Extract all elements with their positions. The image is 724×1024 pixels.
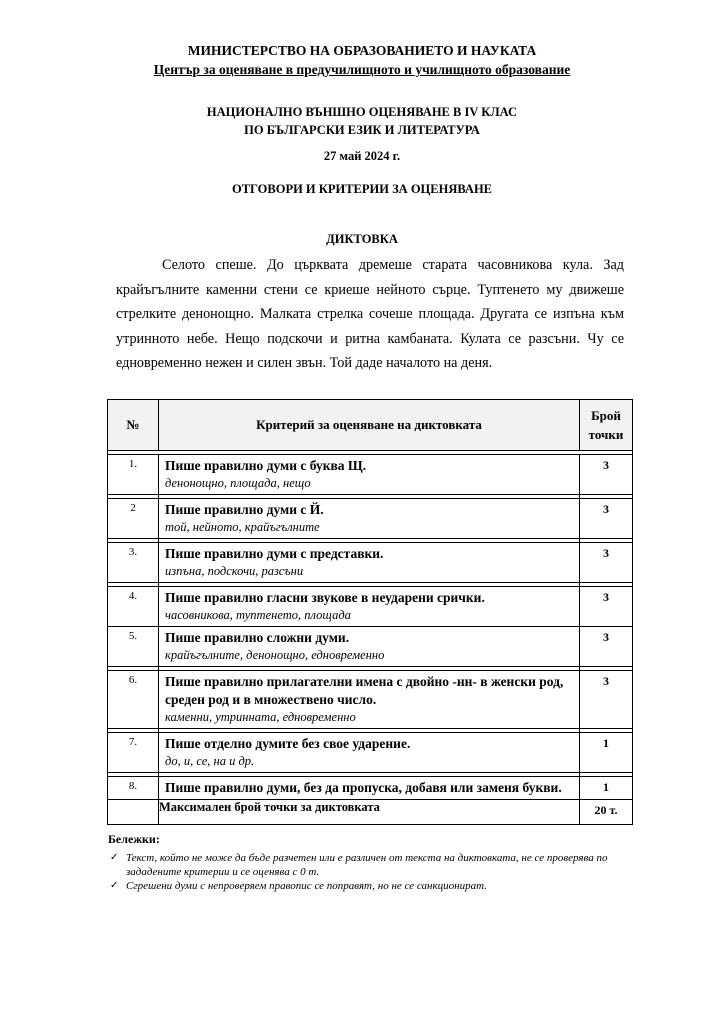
header-number: № xyxy=(108,400,159,451)
row-number: 1. xyxy=(108,455,159,495)
row-number: 5. xyxy=(108,627,159,667)
criterion-title: Пише правилно думи с буква Щ. xyxy=(165,458,367,473)
checkmark-icon: ✓ xyxy=(110,880,119,891)
row-criterion xyxy=(159,499,580,539)
criterion-examples: крайъгълните, денонощно, едновременно xyxy=(165,648,385,662)
criterion-title: Пише правилно думи с представки. xyxy=(165,546,384,561)
table-row xyxy=(108,627,633,667)
table-row xyxy=(108,733,633,773)
table-row xyxy=(108,455,633,495)
note-text: Текст, който не може да бъде разчетен или е различен от текста на диктовката, не се проверява по зададените критерии и се оценява с 0 т. xyxy=(126,852,608,878)
table-row xyxy=(108,499,633,539)
note-item xyxy=(108,851,628,879)
row-criterion xyxy=(159,671,580,729)
row-points: 3 xyxy=(580,499,633,539)
notes-list xyxy=(108,851,628,893)
note-item xyxy=(108,879,628,893)
table-header-row xyxy=(108,400,633,451)
row-number: 3. xyxy=(108,543,159,583)
checkmark-icon: ✓ xyxy=(110,852,119,863)
table-row xyxy=(108,777,633,800)
row-points: 3 xyxy=(580,671,633,729)
dictation-title: ДИКТОВКА xyxy=(326,232,398,246)
dictation-text: Селото спеше. До църквата дремеше старата часовникова кула. Зад крайъгълните каменни стени се криеше нейното сърце. Туптенето му движеше стрелките денонощно. Малката стрелка сочеше площада. Другата се изпъна към утринното небе. Нещо подскочи и ритна камбаната. Кулата се разсъни. Чу се едновременно нежен и силен звън. Той даде началото на деня. xyxy=(116,257,624,371)
row-criterion xyxy=(159,627,580,667)
table-row xyxy=(108,671,633,729)
section-title: ОТГОВОРИ И КРИТЕРИИ ЗА ОЦЕНЯВАНЕ xyxy=(231,182,493,196)
table-row xyxy=(108,543,633,583)
criterion-examples: часовникова, туптенето, площада xyxy=(165,608,351,622)
row-points: 3 xyxy=(580,543,633,583)
row-number: 4. xyxy=(108,587,159,627)
exam-title-line2: ПО БЪЛГАРСКИ ЕЗИК И ЛИТЕРАТУРА xyxy=(244,123,480,137)
criterion-examples: той, нейното, крайъгълните xyxy=(165,520,320,534)
note-text: Сгрешени думи с непроверяем правопис се поправят, но не се санкционират. xyxy=(126,880,487,892)
criterion-title: Пише правилно сложни думи. xyxy=(165,630,350,645)
row-number: 7. xyxy=(108,733,159,773)
criterion-title: Пише отделно думите без свое ударение. xyxy=(165,736,411,751)
criteria-table xyxy=(107,399,633,825)
row-points: 3 xyxy=(580,587,633,627)
row-criterion xyxy=(159,543,580,583)
row-number: 2 xyxy=(108,499,159,539)
criterion-examples: изпъна, подскочи, разсъни xyxy=(165,564,304,578)
assessment-center-title: Център за оценяване в предучилищното и училищното образование xyxy=(153,62,571,77)
table-row xyxy=(108,587,633,627)
row-points: 3 xyxy=(580,455,633,495)
criterion-examples: каменни, утринната, едновременно xyxy=(165,710,356,724)
criterion-examples: денонощно, площада, нещо xyxy=(165,476,311,490)
ministry-title: МИНИСТЕРСТВО НА ОБРАЗОВАНИЕТО И НАУКАТА xyxy=(187,43,537,58)
exam-title-line1: НАЦИОНАЛНО ВЪНШНО ОЦЕНЯВАНЕ В IV КЛАС xyxy=(206,105,518,119)
total-label: Максимален брой точки за диктовката xyxy=(159,800,580,825)
row-criterion xyxy=(159,777,580,800)
criterion-title: Пише правилно думи, без да пропуска, добавя или заменя букви. xyxy=(165,780,562,795)
row-criterion xyxy=(159,455,580,495)
row-criterion xyxy=(159,733,580,773)
row-points: 1 xyxy=(580,733,633,773)
header-criterion: Критерий за оценяване на диктовката xyxy=(159,400,580,451)
notes-title: Бележки: xyxy=(108,832,160,846)
row-number: 6. xyxy=(108,671,159,729)
row-criterion xyxy=(159,587,580,627)
row-points: 1 xyxy=(580,777,633,800)
header-points: Брой точки xyxy=(580,400,633,451)
row-number: 8. xyxy=(108,777,159,800)
criterion-title: Пише правилно гласни звукове в неударени срички. xyxy=(165,590,485,605)
criterion-examples: до, и, се, на и др. xyxy=(165,754,255,768)
criterion-title: Пише правилно думи с Й. xyxy=(165,502,324,517)
total-number-cell xyxy=(108,800,159,825)
table-total-row xyxy=(108,800,633,825)
exam-date: 27 май 2024 г. xyxy=(323,149,401,163)
total-points: 20 т. xyxy=(580,800,633,825)
row-points: 3 xyxy=(580,627,633,667)
criterion-title: Пише правилно прилагателни имена с двойно -нн- в женски род, среден род и в множествено число. xyxy=(165,674,564,707)
